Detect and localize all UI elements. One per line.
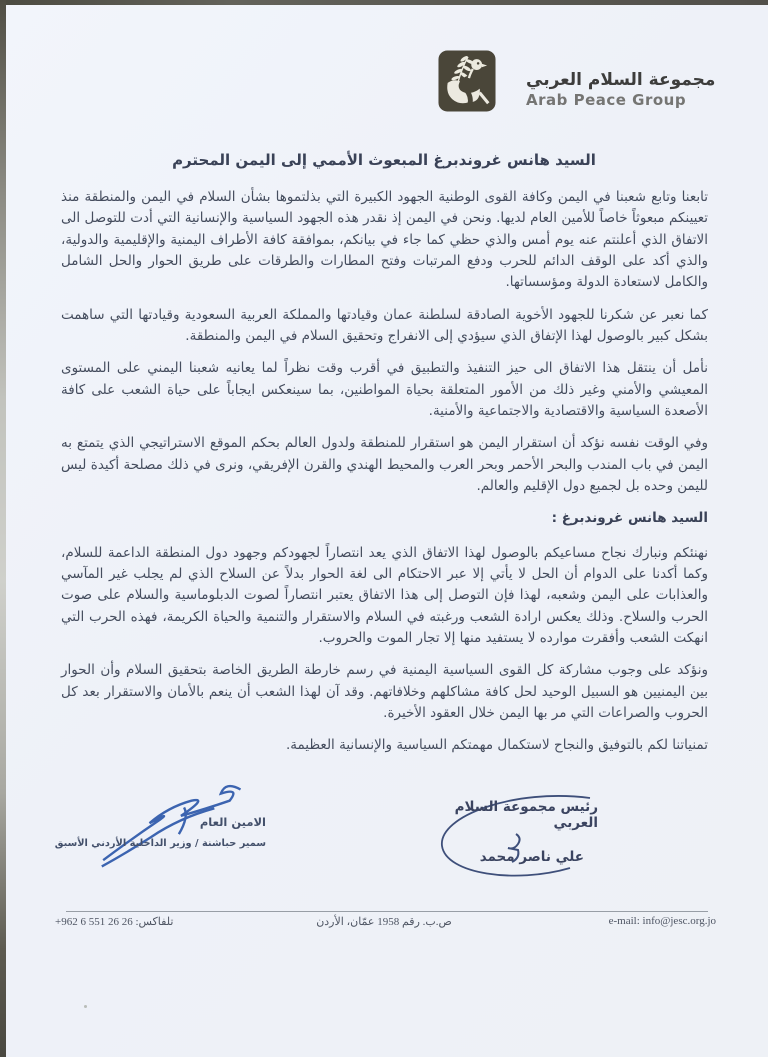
paragraph-4: وفي الوقت نفسه نؤكد أن استقرار اليمن هو استقرار للمنطقة ولدول العالم بحكم الموقع الاستراتيجي الذي يتمتع به اليمن في باب المندب والبحر الأحمر وبحر العرب والمحيط الهندي والقرن الإفريقي، ونرى في ذلك مصلحة أكيدة ليس لليمن وحده بل لجميع دول الإقليم والعالم.: [61, 435, 708, 494]
footer-email: e-mail: info@jesc.org.jo: [608, 915, 716, 927]
footer-fax-label: تلفاكس:: [135, 916, 174, 928]
secretary-name: سمير حباشنة / وزير الداخلية الأردني الأسبق: [54, 838, 266, 850]
footer-fax-number: +962 6 551 26 26: [55, 916, 133, 928]
paragraph-7: تمنياتنا لكم بالتوفيق والنجاح لاستكمال مهمتكم السياسية والإنسانية العظيمة.: [285, 737, 708, 754]
scan-edge-top: [0, 0, 768, 5]
dove-olive-branch-map-icon: [438, 50, 496, 116]
org-name-arabic: مجموعة السلام العربي: [526, 70, 716, 90]
paragraph-3: نأمل أن ينتقل هذا الاتفاق الى حيز التنفيذ والتطبيق في أقرب وقت نظراً لما يعانيه شعبنا اليمني على المستوى المعيشي والأمني وغير ذلك من الأمور المتعلقة بحياة المواطنين، بما سينعكس ايجاباً على حياة الشعب على كافة الأصعدة السياسية والاقتصادية والاجتماعية والأمنية.: [61, 360, 708, 419]
secretary-signature-block: [54, 815, 266, 850]
secretary-title: الامين العام: [199, 815, 266, 829]
footer-divider: [66, 911, 708, 912]
paragraph-2: كما نعبر عن شكرنا للجهود الأخوية الصادقة لسلطنة عمان وقيادتها والمملكة العربية السعودية وقيادتها التي ساهمت بشكل كبير بالوصول لهذا الإتفاق الذي سيؤدي إلى الانفراج وتحقيق السلام في اليمن والمنطقة.: [61, 306, 708, 344]
paragraph-5: نهنئكم ونبارك نجاح مساعيكم بالوصول لهذا الاتفاق الذي يعد انتصاراً لجهودكم وجهود دول المنطقة الداعمة للسلام، وكما أكدنا على الدوام أن الحل لا يأتي إلا عبر الاحتكام الى لغة الحوار بدلاً عن السلاح الذي لم يجلب غير المآسي والعذابات على اليمن وشعبه، لهذا فإن التوصل إلى هذا الاتفاق يعتبر انتصاراً لصوت الدبلوماسية والسلام على صوت الحرب والسلاح. وذلك يعكس ارادة الشعب ورغبته في السلام والاستقرار والتنمية والحياة الكريمة، فهذه الحرب التي انهكت الشعب وأفقرت موارده لا يستفيد منها إلا تجار الموت والحروب.: [61, 544, 708, 646]
letter-title: السيد هانس غروندبرغ المبعوث الأممي إلى اليمن المحترم: [172, 151, 596, 169]
scan-speck: [84, 1005, 87, 1008]
footer-pobox: ص.ب. رقم 1958 عمّان، الأردن: [316, 916, 452, 928]
paragraph-1: تابعنا وتابع شعبنا في اليمن وكافة القوى الوطنية الجهود الكبيرة التي بذلتموها بشأن السلام في اليمن والمنطقة منذ تعيينكم مبعوثاً خاصاً للأمين العام لديها. ونحن في اليمن إذ نقدر هذه الجهود السياسية والإنسانية التي أدت للتوصل الى الاتفاق الذي أعلنتم عنه يوم أمس والذي حظي كما جاء في بيانكم، بموافقة كافة الأطراف اليمنية والإقليمية والدولية، والذي أكد على الوقف الدائم للحرب ودفع المرتبات وفتح المطارات والطرقات على طريق الحوار والحل الشامل والكامل لاستعادة الدولة ومؤسساتها.: [61, 189, 708, 291]
paragraph-6: ونؤكد على وجوب مشاركة كل القوى السياسية اليمنية في رسم خارطة الطريق الخاصة بتحقيق السلام وأن الحوار بين اليمنيين هو السبيل الوحيد لحل كافة مشاكلهم وخلافاتهم. وقد آن لهذا الشعب أن ينعم بالأمان والاستقرار بعد كل الحروب والصراعات التي مر بها اليمن خلال العقود الأخيرة.: [61, 662, 708, 721]
president-signature-block: [438, 799, 598, 866]
salutation-line: السيد هانس غروندبرغ :: [551, 510, 708, 527]
president-title: رئيس مجموعة السلام العربي: [454, 799, 598, 832]
org-logo-block: [438, 50, 715, 116]
org-name-block: [526, 50, 715, 116]
president-name: علي ناصر محمد: [479, 849, 584, 866]
letter-body: [61, 187, 708, 768]
scan-edge-left: [0, 0, 6, 1057]
org-name-english: Arab Peace Group: [526, 91, 687, 110]
